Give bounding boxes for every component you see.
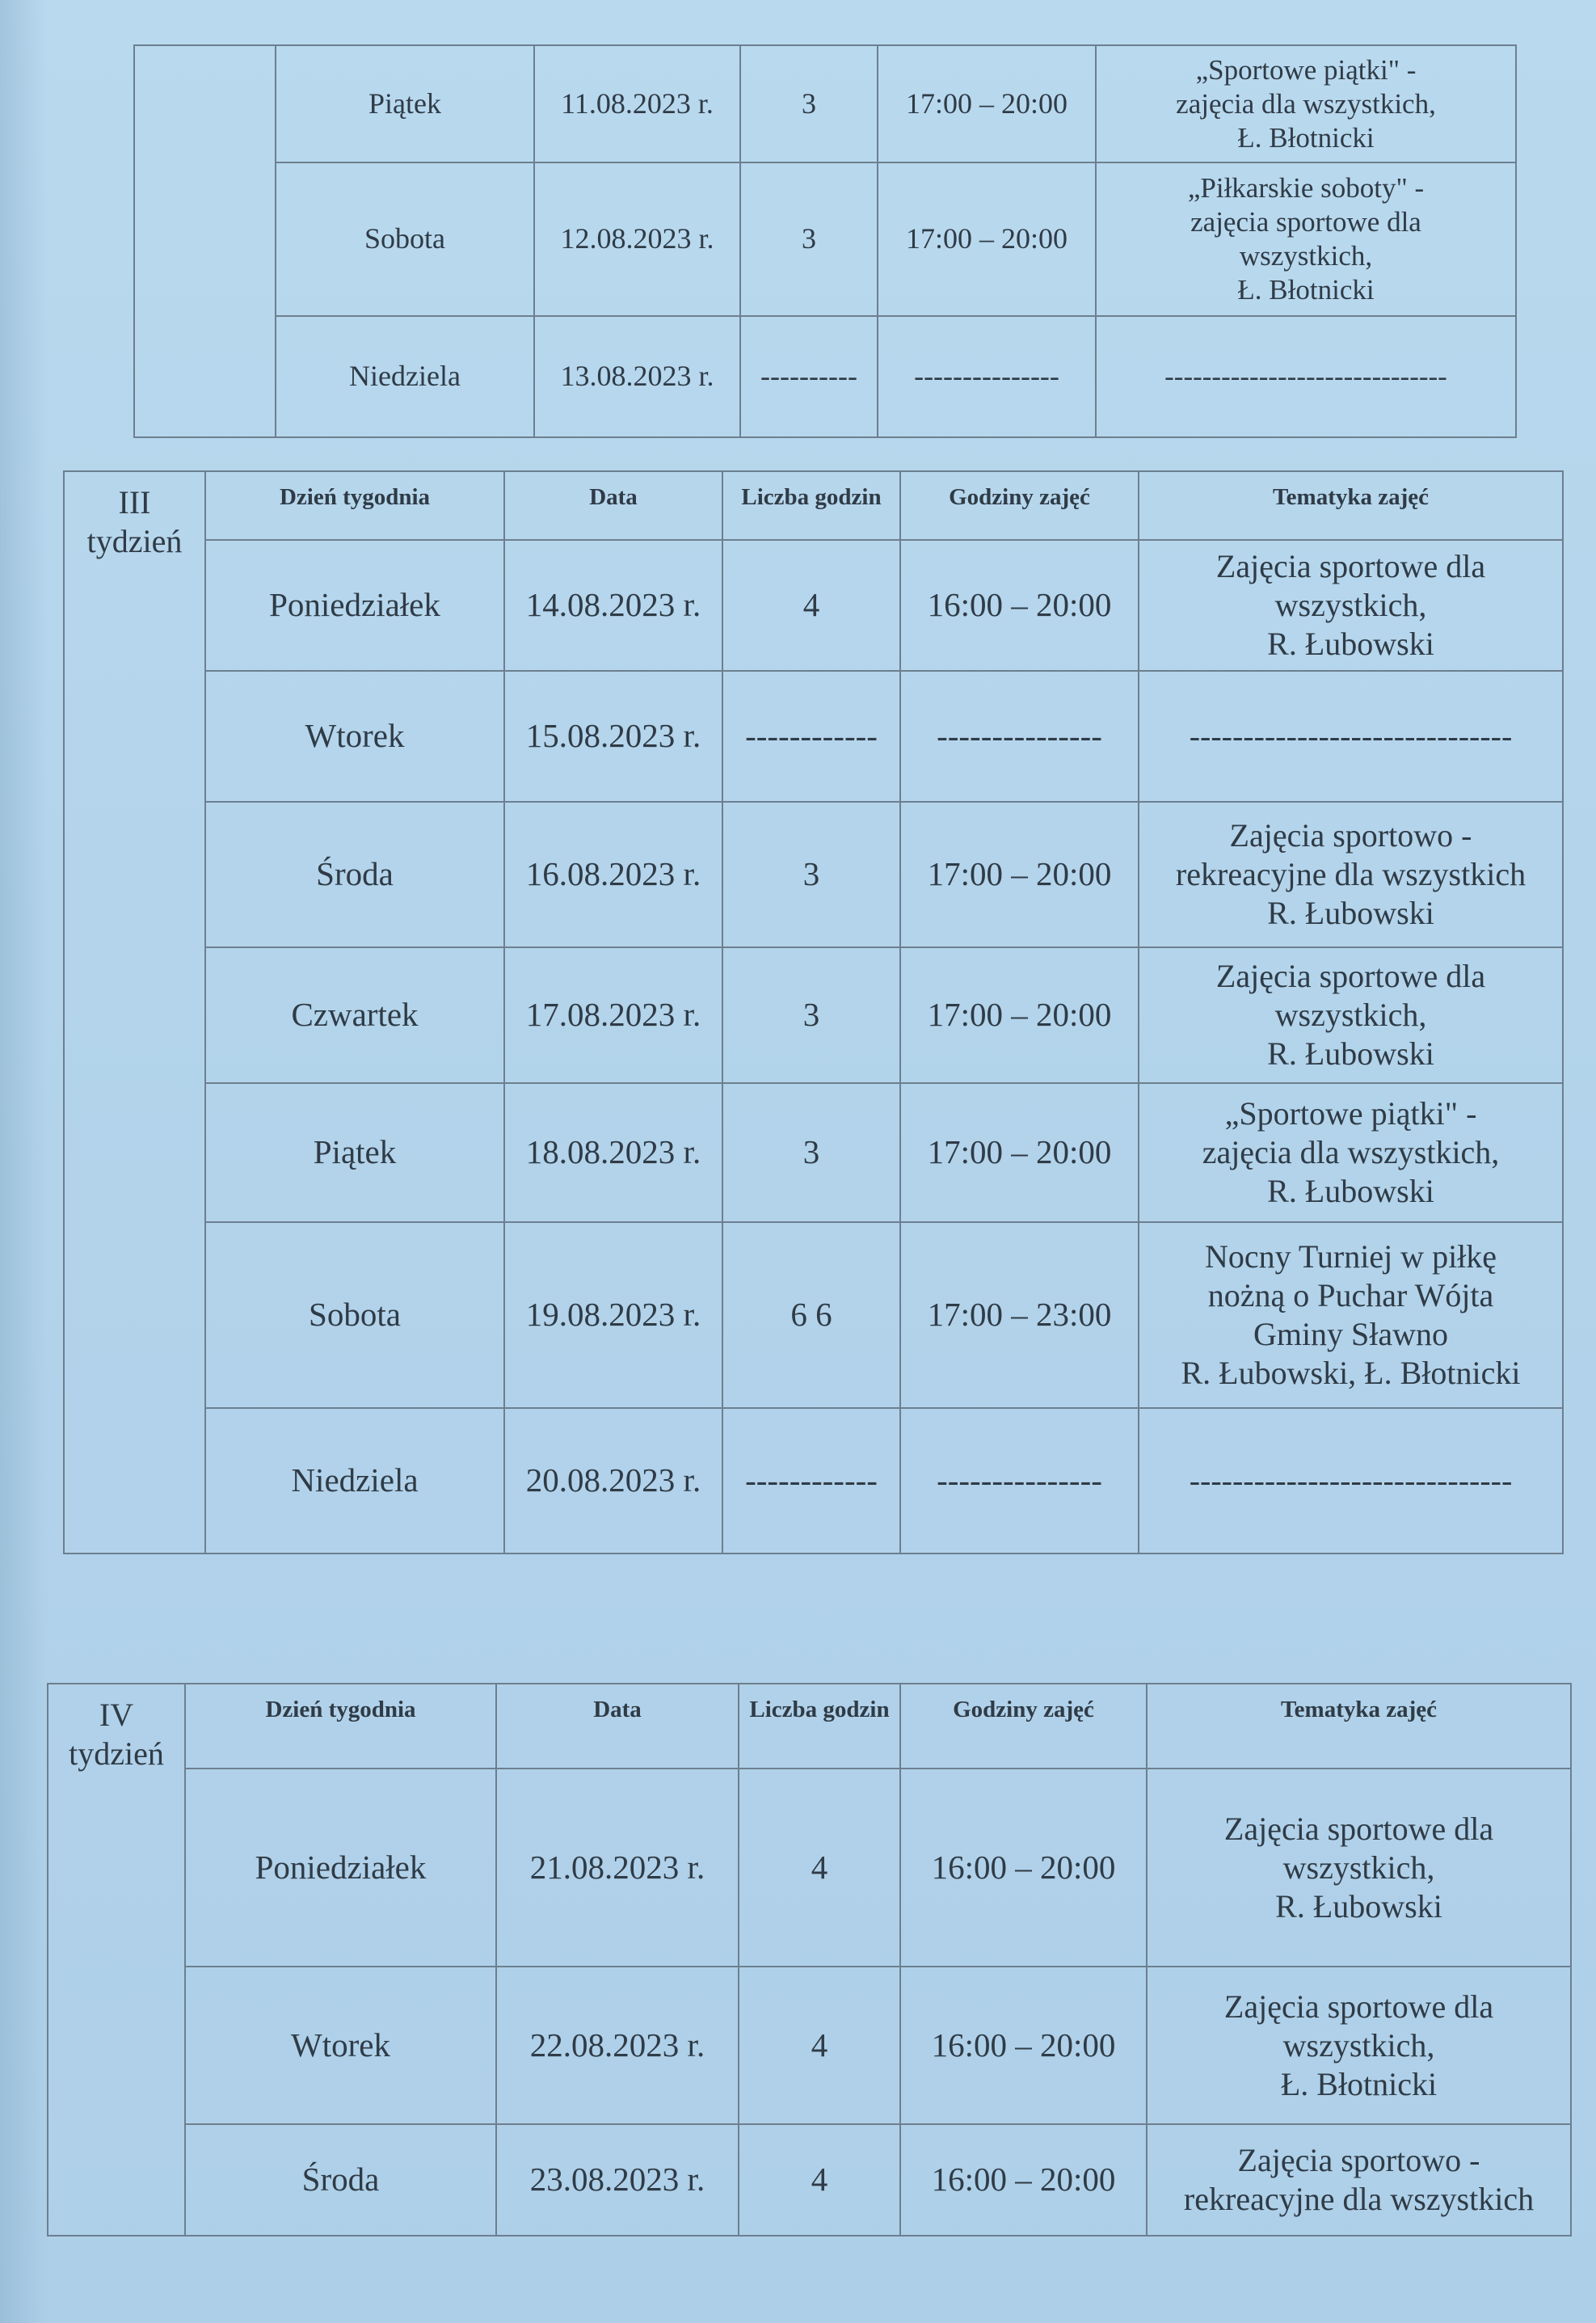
time-cell: 17:00 – 20:00 [878,45,1096,162]
header-topic: Tematyka zajęć [1139,471,1563,540]
topic-line: zajęcia dla wszystkich, [1176,87,1436,120]
day-cell: Piątek [276,45,534,162]
time-cell: 16:00 – 20:00 [900,1967,1147,2124]
topic-cell [1139,947,1563,1083]
topic-cell [1096,45,1516,162]
table-row [64,1408,1563,1554]
day-cell: Czwartek [205,947,504,1083]
day-cell: Sobota [205,1222,504,1408]
topic-cell [1139,1222,1563,1408]
date-cell: 12.08.2023 r. [534,162,740,316]
table-row [134,316,1516,437]
table-row [64,947,1563,1083]
topic-line: Ł. Błotnicki [1280,2065,1438,2102]
hours-cell: 3 [722,802,900,947]
day-cell: Poniedziałek [185,1769,496,1967]
table-row [48,1769,1571,1967]
hours-cell: 3 [740,162,878,316]
topic-line: rekreacyjne dla wszystkich [1175,856,1527,892]
time-cell: 17:00 – 20:00 [900,802,1139,947]
topic-line: Zajęcia sportowe dla [1223,1810,1494,1847]
week-word: tydzień [86,523,183,559]
header-date: Data [496,1684,739,1769]
week-number: III [118,484,151,521]
topic-line: Zajęcia sportowe dla [1215,548,1486,584]
topic-line: Zajęcia sportowe dla [1215,958,1486,994]
topic-line: zajęcia dla wszystkich, [1202,1134,1500,1170]
time-cell: 17:00 – 20:00 [878,162,1096,316]
table-row [134,45,1516,162]
topic-line: Ł. Błotnicki [1237,274,1375,306]
time-cell: 17:00 – 20:00 [900,947,1139,1083]
topic-line: Ł. Błotnicki [1237,121,1375,154]
topic-line: Zajęcia sportowo - [1229,817,1472,854]
day-cell: Środa [185,2124,496,2236]
hours-cell: 3 [722,1083,900,1222]
topic-line: R. Łubowski [1267,895,1434,931]
day-cell: Niedziela [276,316,534,437]
hours-cell: 3 [722,947,900,1083]
time-cell: 17:00 – 20:00 [900,1083,1139,1222]
date-cell: 21.08.2023 r. [496,1769,739,1967]
topic-line: R. Łubowski [1267,1173,1434,1209]
hours-cell: 4 [739,2124,900,2236]
date-cell: 16.08.2023 r. [504,802,722,947]
week-label-cell [64,471,205,1554]
topic-cell [1096,162,1516,316]
topic-line: Zajęcia sportowo - [1237,2142,1480,2178]
topic-cell [1147,2124,1571,2236]
table-row [48,2124,1571,2236]
table-row [64,671,1563,802]
header-topic: Tematyka zajęć [1147,1684,1571,1769]
date-cell: 13.08.2023 r. [534,316,740,437]
time-cell: 16:00 – 20:00 [900,2124,1147,2236]
topic-cell [1139,540,1563,671]
schedule-table-week-2-continuation [133,44,1517,438]
topic-line: rekreacyjne dla wszystkich [1183,2181,1535,2217]
table-row [64,1222,1563,1408]
header-day: Dzień tygodnia [185,1684,496,1769]
date-cell: 22.08.2023 r. [496,1967,739,2124]
date-cell: 11.08.2023 r. [534,45,740,162]
day-cell: Wtorek [205,671,504,802]
hours-cell: 6 6 [722,1222,900,1408]
time-cell: --------------- [900,1408,1139,1554]
day-cell: Piątek [205,1083,504,1222]
date-cell: 18.08.2023 r. [504,1083,722,1222]
day-cell: Niedziela [205,1408,504,1554]
topic-line: wszystkich, [1282,1849,1435,1886]
week-number: IV [99,1697,134,1733]
table-row [64,1083,1563,1222]
header-time: Godziny zajęć [900,1684,1147,1769]
day-cell: Wtorek [185,1967,496,2124]
header-date: Data [504,471,722,540]
topic-line: Zajęcia sportowe dla [1223,1988,1494,2025]
hours-cell: ------------ [722,671,900,802]
date-cell: 23.08.2023 r. [496,2124,739,2236]
topic-line: „Sportowe piątki" - [1224,1095,1477,1132]
topic-line: wszystkich, [1274,587,1427,623]
day-cell: Poniedziałek [205,540,504,671]
topic-cell [1147,1967,1571,2124]
topic-line: nożną o Puchar Wójta [1207,1277,1494,1313]
topic-line: R. Łubowski [1267,626,1434,662]
topic-line: wszystkich, [1282,2026,1435,2064]
topic-line: Gminy Sławno [1253,1316,1449,1352]
topic-cell [1139,1408,1563,1554]
time-cell: 16:00 – 20:00 [900,540,1139,671]
time-cell: 17:00 – 23:00 [900,1222,1139,1408]
paper-edge [0,0,48,2323]
topic-line: ------------------------------ [1164,360,1447,392]
table-row [64,802,1563,947]
header-hours: Liczba godzin [739,1684,900,1769]
date-cell: 19.08.2023 r. [504,1222,722,1408]
topic-line: wszystkich, [1239,240,1373,272]
hours-cell: 4 [722,540,900,671]
table-header-row [48,1684,1571,1769]
header-day: Dzień tygodnia [205,471,504,540]
day-cell: Środa [205,802,504,947]
table-row [64,540,1563,671]
date-cell: 20.08.2023 r. [504,1408,722,1554]
day-cell: Sobota [276,162,534,316]
topic-line: ------------------------------ [1189,718,1513,754]
topic-line: zajęcia sportowe dla [1190,206,1421,238]
topic-line: „Sportowe piątki" - [1195,53,1417,86]
date-cell: 15.08.2023 r. [504,671,722,802]
date-cell: 17.08.2023 r. [504,947,722,1083]
topic-line: R. Łubowski [1267,1035,1434,1072]
header-time: Godziny zajęć [900,471,1139,540]
topic-cell [1096,316,1516,437]
topic-line: Nocny Turniej w piłkę [1204,1238,1497,1275]
date-cell: 14.08.2023 r. [504,540,722,671]
topic-line: R. Łubowski [1275,1887,1442,1925]
table-row [134,162,1516,316]
hours-cell: ------------ [722,1408,900,1554]
week-label-cell [48,1684,185,2236]
topic-line: R. Łubowski, Ł. Błotnicki [1181,1355,1521,1391]
topic-line: „Piłkarskie soboty" - [1187,172,1425,204]
schedule-table-week-4 [47,1683,1572,2237]
time-cell: --------------- [900,671,1139,802]
hours-cell: ---------- [740,316,878,437]
topic-cell [1139,802,1563,947]
hours-cell: 4 [739,1967,900,2124]
topic-cell [1139,1083,1563,1222]
hours-cell: 3 [740,45,878,162]
week-label-cell [134,45,276,437]
topic-cell [1139,671,1563,802]
schedule-table-week-3 [63,470,1564,1554]
time-cell: 16:00 – 20:00 [900,1769,1147,1967]
week-word: tydzień [69,1735,164,1772]
table-row [48,1967,1571,2124]
topic-line: ------------------------------ [1189,1462,1513,1499]
hours-cell: 4 [739,1769,900,1967]
time-cell: --------------- [878,316,1096,437]
table-header-row [64,471,1563,540]
topic-line: wszystkich, [1274,997,1427,1033]
topic-cell [1147,1769,1571,1967]
header-hours: Liczba godzin [722,471,900,540]
